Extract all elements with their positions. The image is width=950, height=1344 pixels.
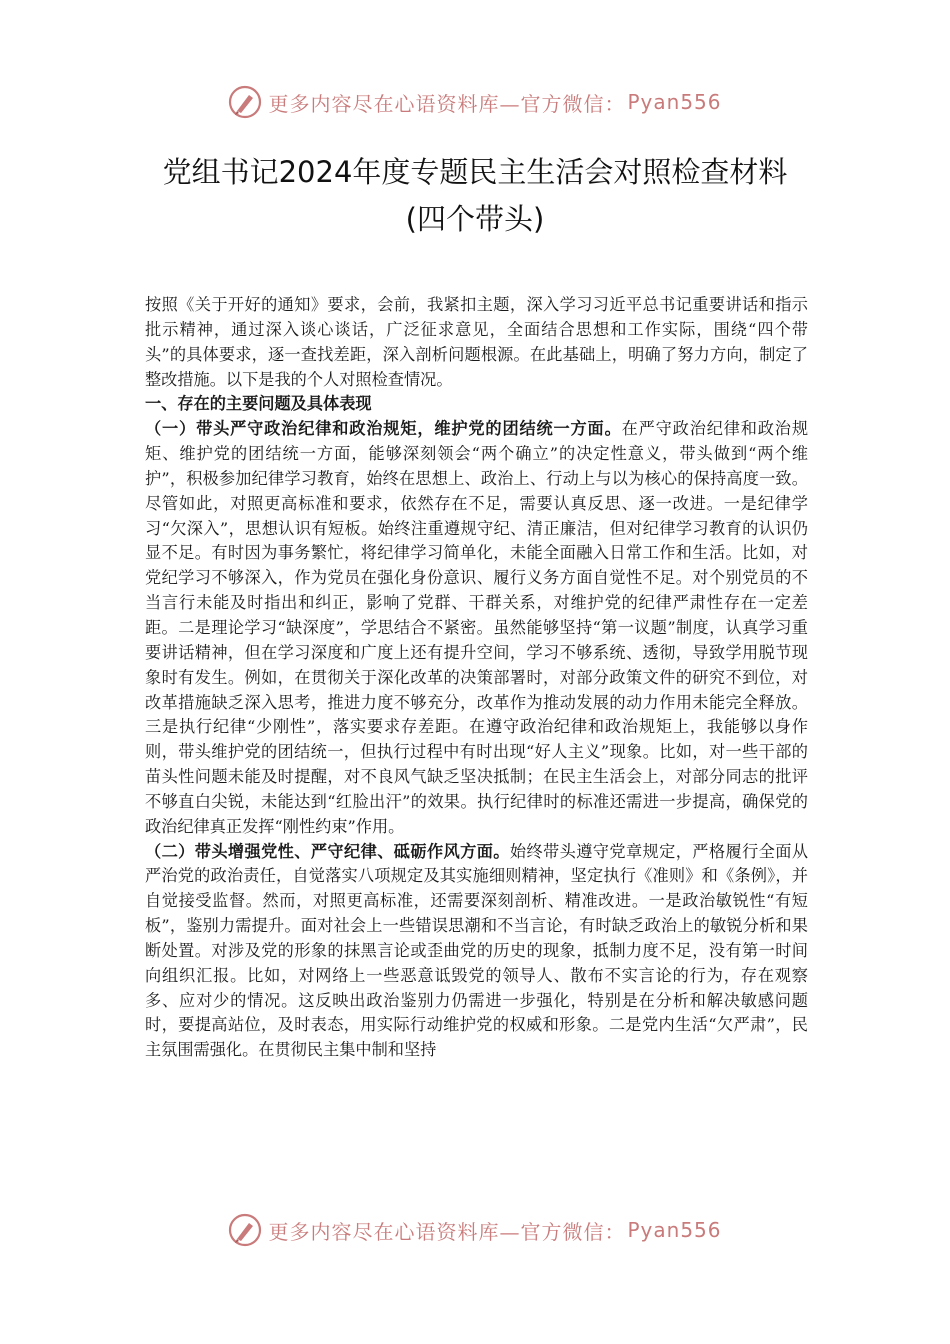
watermark-header [0, 82, 950, 122]
document-body [145, 293, 808, 1063]
watermark-footer [0, 1210, 950, 1250]
subsection-2 [145, 840, 808, 1064]
subsection-2-body: 始终带头遵守党章规定，严格履行全面从严治党的政治责任，自觉落实八项规定及其实施细则精神，坚定执行《准则》和《条例》，并自觉接受监督。然而，对照更高标准，还需要深刻剖析、精准改进。一是政治敏锐性“有短板”，鉴别力需提升。面对社会上一些错误思潮和不当言论，有时缺乏政治上的敏锐分析和果断处置。对涉及党的形象的抹黑言论或歪曲党的历史的现象，抵制力度不足，没有第一时间向组织汇报。比如，对网络上一些恶意诋毁党的领导人、散布不实言论的行为，存在观察多、应对少的情况。这反映出政治鉴别力仍需进一步强化，特别是在分析和解决敏感问题时，要提高站位，及时表态，用实际行动维护党的权威和形象。二是党内生活“欠严肃”，民主氛围需强化。在贯彻民主集中制和坚持 [145, 841, 809, 1060]
subsection-2-heading: （二）带头增强党性、严守纪律、砥砺作风方面。 [145, 841, 510, 861]
pen-logo-icon [228, 1213, 262, 1247]
document-subtitle: (四个带头) [405, 202, 545, 236]
watermark-handle: Pyan556 [627, 1218, 722, 1242]
watermark-handle: Pyan556 [627, 90, 722, 114]
subsection-1 [145, 417, 808, 839]
subsection-1-body: 在严守政治纪律和政治规矩、维护党的团结统一方面，能够深刻领会“两个确立”的决定性意义，带头做到“两个维护”，积极参加纪律学习教育，始终在思想上、政治上、行动上与以为核心的保持高度一致。尽管如此，对照更高标准和要求，依然存在不足，需要认真反思、逐一改进。一是纪律学习“欠深入”，思想认识有短板。始终注重遵规守纪、清正廉洁，但对纪律学习教育的认识仍显不足。有时因为事务繁忙，将纪律学习简单化，未能全面融入日常工作和生活。比如，对党纪学习不够深入，作为党员在强化身份意识、履行义务方面自觉性不足。对个别党员的不当言行未能及时指出和纠正，影响了党群、干群关系，对维护党的纪律严肃性存在一定差距。二是理论学习“缺深度”，学思结合不紧密。虽然能够坚持“第一议题”制度，认真学习重要讲话精神，但在学习深度和广度上还有提升空间，学习不够系统、透彻，导致学用脱节现象时有发生。例如，在贯彻关于深化改革的决策部署时，对部分政策文件的研究不到位，对改革措施缺乏深入思考，推进力度不够充分，改革作为推动发展的动力作用未能完全释放。三是执行纪律“少刚性”，落实要求存差距。在遵守政治纪律和政治规矩上，我能够以身作则，带头维护党的团结统一，但执行过程中有时出现“好人主义”现象。比如，对一些干部的苗头性问题未能及时提醒，对不良风气缺乏坚决抵制；在民主生活会上，对部分同志的批评不够直白尖锐，未能达到“红脸出汗”的效果。执行纪律时的标准还需进一步提高，确保党的政治纪律真正发挥“刚性约束”作用。 [145, 419, 809, 836]
subsection-1-heading: （一）带头严守政治纪律和政治规矩，维护党的团结统一方面。 [145, 419, 622, 439]
watermark-text: 更多内容尽在心语资料库—官方微信： [268, 91, 626, 116]
watermark-text: 更多内容尽在心语资料库—官方微信： [268, 1219, 626, 1244]
document-title: 党组书记2024年度专题民主生活会对照检查材料 [162, 155, 788, 189]
section-heading: 一、存在的主要问题及具体表现 [145, 394, 372, 414]
pen-logo-icon [228, 85, 262, 119]
intro-paragraph: 按照《关于开好的通知》要求，会前，我紧扣主题，深入学习习近平总书记重要讲话和指示批示精神，通过深入谈心谈话，广泛征求意见，全面结合思想和工作实际，围绕“四个带头”的具体要求，逐一查找差距，深入剖析问题根源。在此基础上，明确了努力方向，制定了整改措施。以下是我的个人对照检查情况。 [145, 295, 808, 389]
